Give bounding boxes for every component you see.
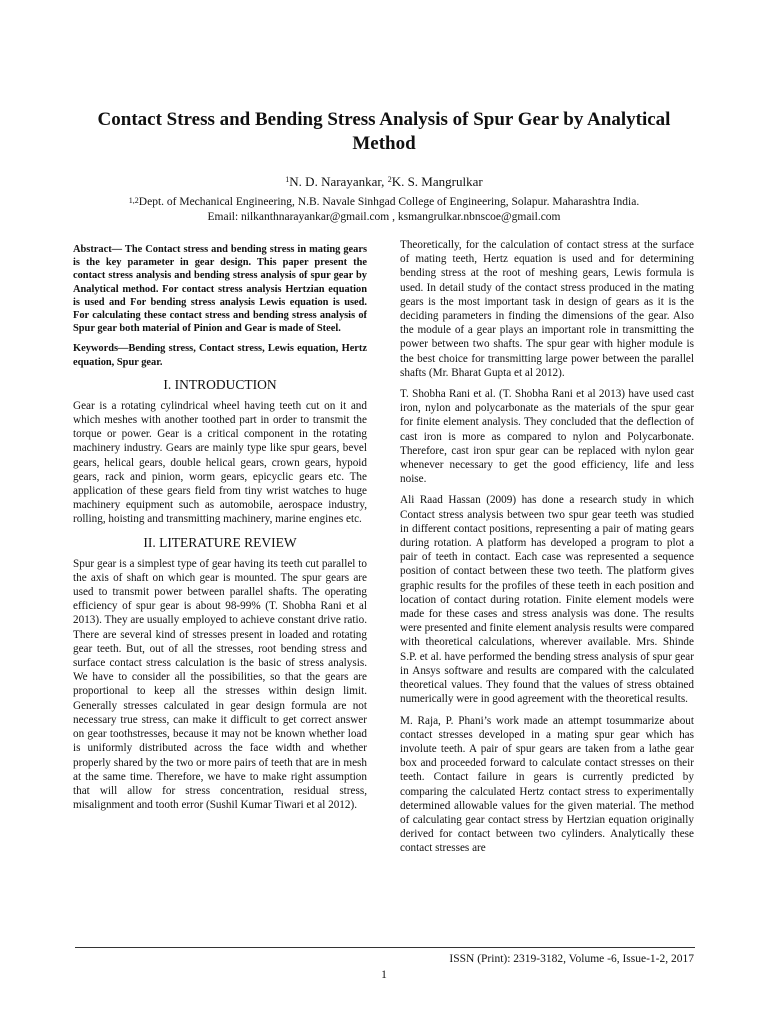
literature-paragraph: Spur gear is a simplest type of gear having its teeth cut parallel to the axis of shaft on which gear is mounted. The spur gears are used to transmit power between parallel shafts. The operating efficiency of spur gear is about 98-99% (T. Shobha Rani et al 2013). They are usually employed to achieve constant drive ratio. There are several kind of stresses present in loaded and rotating gear teeth. But, out of all the stresses, root bending stress and surface contact stress calculation is the basic of stress analysis. We have to consider all the possibilities, so that the gears are proportional to keep all the stresses within design limit. Generally stresses calculated in gear design formula are not necessary true stress, can make it difficult to get correct answer on gear toothstresses, because it may not be known whether load is uniformly distributed across the face width and whether properly shared by the two or more pairs of teeth that are in mesh at the same time. Therefore, we have to make right assumption that will allow for stress concentration, residual stress, misalignment and tooth error (Sushil Kumar Tiwari et al 2012). [73, 557, 367, 812]
right-column [400, 238, 694, 863]
author-2-superscript: 2 [387, 175, 392, 184]
right-paragraph-3: Ali Raad Hassan (2009) has done a research study in which Contact stress analysis between two spur gear teeth was studied in different contact positions, representing a pair of mating gears during rotation. A platform has developed a program to plot a pair of teeth in contact. Each case was represented a sequence position of contact between these two teeth. The platform gives graphic results for the profiles of these teeth in each position and location of contact during rotation. Finite element models were made for these cases and stress analysis was done. The results were presented and finite element analysis results were compared with theoretical calculations, wherever available. Mrs. Shinde S.P. et al. have performed the bending stress analysis of spur gear in Ansys software and results are compared with the calculated theoretical values. They found that the values of stress obtained numerically were in good agreement with the theoretical results. [400, 494, 694, 706]
affiliation-email: Email: nilkanthnarayankar@gmail.com , ksmangrulkar.nbnscoe@gmail.com [207, 211, 561, 223]
author-1-name: N. D. Narayankar, [289, 174, 388, 189]
intro-heading: I. INTRODUCTION [163, 376, 277, 392]
paper-title: Contact Stress and Bending Stress Analysis of Spur Gear by Analytical Method [97, 109, 671, 154]
author-1-superscript: 1 [285, 175, 290, 184]
author-line [80, 174, 688, 190]
footer-divider [75, 947, 695, 948]
footer-issn: ISSN (Print): 2319-3182, Volume -6, Issue-1-2, 2017 [449, 953, 694, 965]
keywords: Keywords—Bending stress, Contact stress, Lewis equation, Hertz equation, Spur gear. [73, 343, 367, 368]
author-2-name: K. S. Mangrulkar [391, 174, 483, 189]
right-paragraph-4: M. Raja, P. Phani’s work made an attempt tosummarize about contact stresses developed in a mating spur gear which has involute teeth. A pair of spur gears are taken from a lathe gear box and proceeded forward to calculate contact stresses on their teeth. Contact failure in gears is currently predicted by comparing the calculated Hertz contact stress to experimentally determined allowable values for the given material. The method of calculating gear contact stress by Hertzian equation originally derived for contact between two cylinders. Analytically these contact stresses are [400, 714, 694, 855]
affiliation-superscript: 1,2 [128, 196, 139, 205]
affiliation-dept: Dept. of Mechanical Engineering, N.B. Navale Sinhgad College of Engineering, Solapur. Maharashtra India. [138, 196, 640, 208]
right-paragraph-1: Theoretically, for the calculation of contact stress at the surface of mating teeth, Hertz equation is used and for determining bending stress at the root of meshing gears, Lewis formula is used. In detail study of the contact stress produced in the mating gears is the most important task in design of gears as it is the deciding parameters in finding the dimensions of the gear. Also the module of a gear plays an important role in transmitting the power between two shafts. The spur gear with higher module is the best choice for transmitting large power between the parallel shafts (Mr. Bharat Gupta et al 2012). [400, 239, 694, 379]
literature-heading: II. LITERATURE REVIEW [143, 534, 297, 550]
affiliation-line [40, 195, 728, 210]
affiliation-block [40, 195, 728, 225]
abstract: Abstract— The Contact stress and bending stress in mating gears is the key parameter in gear design. This paper present the contact stress analysis and bending stress analysis of spur gear by Analytical method. For contact stress analysis Hertzian equation is used and For bending stress analysis Lewis equation is used. For calculating these contact stress and bending stress analysis of Spur gear both material of Pinion and Gear is made of Steel. [73, 244, 367, 335]
page-number: 1 [381, 969, 387, 981]
right-paragraph-2: T. Shobha Rani et al. (T. Shobha Rani et al 2013) have used cast iron, nylon and polycarbonate as the materials of the spur gear for finite element analysis. They concluded that the deflection of cast iron is more as compared to nylon and Polycarbonate. Therefore, cast iron spur gear can be replaced with nylon gear whenever necessary to get the good efficiency, life and less noise. [400, 388, 694, 486]
left-column [73, 243, 367, 819]
intro-paragraph: Gear is a rotating cylindrical wheel having teeth cut on it and which meshes with another toothed part in order to transmit the torque or power. Gear is a critical component in the rotating machinery industry. Gears are mainly type like spur gears, bevel gears, helical gears, double helical gears, crown gears, hypoid gears, rack and pinion, worm gears, epicyclic gears etc. The application of these gears field from tiny wrist watches to huge machinery equipment such as automobile, aerospace industry, rolling, hoisting and transmitting machinery, marine engines etc. [73, 399, 367, 526]
